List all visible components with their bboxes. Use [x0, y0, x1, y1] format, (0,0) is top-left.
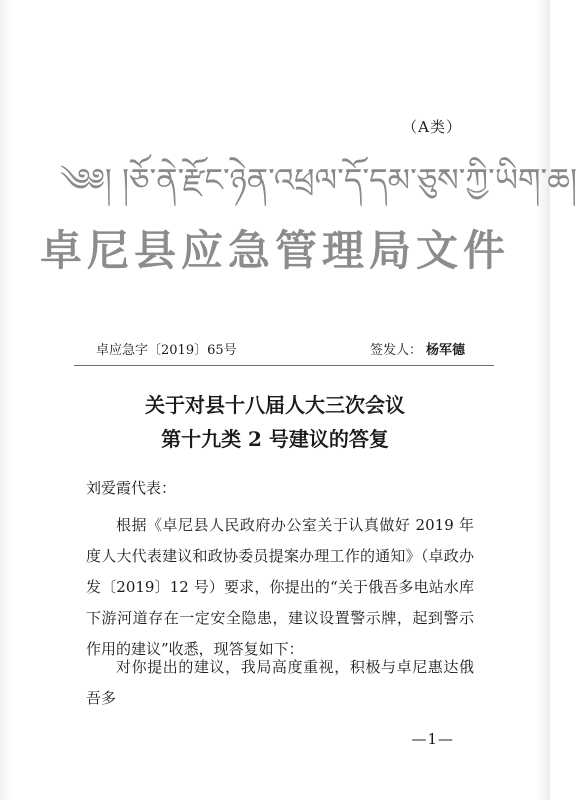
body-paragraph-2: 对你提出的建议，我局高度重视，积极与卓尼惠达俄吾多 — [86, 658, 474, 707]
issuer-name: 杨军德 — [425, 343, 465, 358]
header-divider — [74, 365, 494, 366]
subject-line-1: 关于对县十八届人大三次会议 — [145, 393, 405, 417]
issuer-label: 签发人： — [369, 343, 422, 358]
document-number: 卓应急字〔2019〕65号 — [96, 343, 237, 358]
issuer — [370, 339, 465, 358]
document-title: 卓尼县应急管理局文件 — [39, 226, 510, 275]
subject-heading — [0, 388, 550, 456]
document-meta — [96, 339, 465, 358]
subject-line-2: 第十九类 2 号建议的答复 — [161, 427, 389, 451]
tibetan-title: ༄༅། །ཅོ་ནེ་རྫོང་ཉེན་འཕྲལ་དོ་དམ་ཅུས་ཀྱི་ཡིག་ཆ། — [60, 161, 577, 199]
document-category: （A类） — [402, 118, 462, 136]
body-paragraph-1: 根据《卓尼县人民政府办公室关于认真做好 2019 年度人大代表建议和政协委员提案办理工作的通知》（卓政办发〔2019〕12 号）要求，你提出的“关于俄吾多电站水库下游河道存在一定安全隐患，建议设置警示牌，起到警示作用的建议”收悉，现答复如下： — [86, 516, 474, 658]
addressee: 刘爱霞代表： — [86, 479, 177, 497]
page-number: —1— — [411, 730, 454, 748]
